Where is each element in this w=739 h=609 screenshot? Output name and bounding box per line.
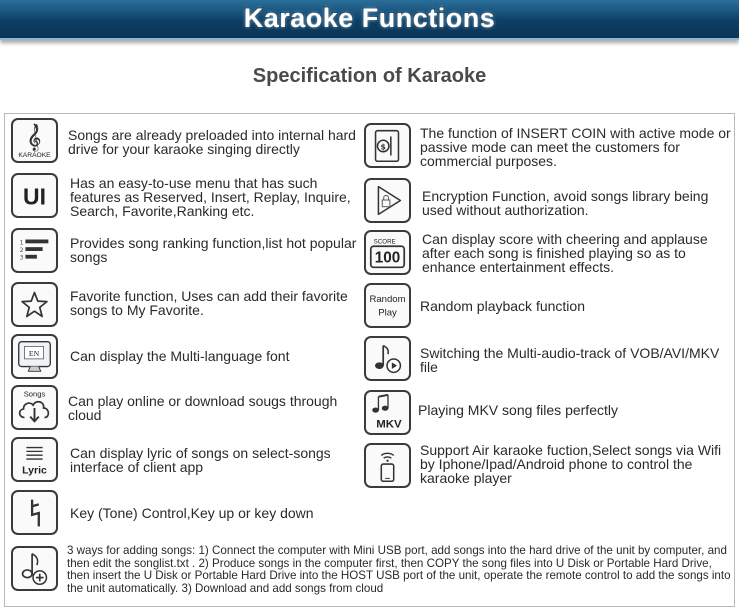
svg-text:Play: Play [378, 307, 397, 319]
svg-text:EN: EN [28, 349, 40, 359]
title-banner [0, 0, 739, 40]
svg-text:2: 2 [19, 247, 24, 254]
svg-text:Random: Random [369, 294, 406, 306]
feature-insert-coin: The function of INSERT COIN with active mode or passive mode can meet the customers for commercial purposes. [420, 125, 731, 169]
encryption-icon [364, 178, 411, 223]
svg-text:KARAOKE: KARAOKE [18, 152, 51, 160]
feature-multi-audio: Switching the Multi-audio-track of VOB/AVI/MKV file [420, 345, 720, 375]
insert-coin-icon [364, 123, 411, 168]
feature-adding-songs: 3 ways for adding songs: 1) Connect the computer with Mini USB port, add songs into the hard drive of the unit by computer, and then edit the songlist.txt . 2) Produce songs in the computer first, then COPY the song files into U Disk or Portable Hard Drive, then insert the U Disk or Portable Hard Drive into the HOST USB port of the unit, operate the remote control to add the songs into the unit automatically. 3) Download and add songs from cloud [67, 544, 731, 595]
svg-text:SCORE: SCORE [373, 238, 396, 246]
ui-icon [11, 173, 58, 218]
section-subtitle: Specification of Karaoke [252, 65, 487, 87]
feature-preloaded-songs: Songs are already preloaded into internal hard drive for your karaoke singing directly [68, 127, 356, 157]
lyric-icon [11, 437, 58, 482]
svg-text:1: 1 [19, 240, 24, 247]
multi-audio-icon [364, 336, 411, 381]
page-title: Karaoke Functions [243, 3, 496, 33]
ranking-list-icon [11, 228, 58, 273]
key-tone-icon [11, 490, 58, 535]
feature-ranking: Provides song ranking function,list hot popular songs [70, 235, 357, 265]
feature-favorite: Favorite function, Uses can add their favorite songs to My Favorite. [70, 288, 348, 318]
random-play-icon [364, 283, 411, 328]
svg-text:MKV: MKV [376, 418, 402, 431]
feature-score: Can display score with cheering and applause after each song is finished playing so as to enhance entertainment effects. [422, 231, 708, 275]
add-songs-icon [11, 546, 58, 591]
feature-cloud: Can play online or download sougs through cloud [68, 393, 338, 423]
feature-lyric: Can display lyric of songs on select-songs interface of client app [70, 445, 331, 475]
feature-air-karaoke: Support Air karaoke fuction,Select songs via Wifi by Iphone/Ipad/Android phone to control the karaoke player [420, 442, 722, 486]
feature-multi-language: Can display the Multi-language font [70, 348, 290, 364]
svg-text:𝄞: 𝄞 [27, 124, 42, 151]
language-monitor-icon [11, 334, 58, 379]
svg-text:Songs: Songs [23, 389, 46, 399]
svg-text:3: 3 [19, 255, 24, 262]
score-icon [364, 230, 411, 275]
feature-mkv: Playing MKV song files perfectly [418, 402, 618, 418]
svg-text:UI: UI [23, 183, 46, 210]
wifi-phone-icon [364, 443, 411, 488]
svg-text:$: $ [380, 142, 386, 152]
svg-text:Lyric: Lyric [22, 464, 47, 477]
svg-text:100: 100 [374, 249, 401, 267]
mkv-icon [364, 390, 411, 435]
feature-encryption: Encryption Function, avoid songs library being used without authorization. [422, 188, 709, 218]
feature-easy-menu: Has an easy-to-use menu that has such features as Reserved, Insert, Replay, Inquire, Search, Favorite,Ranking etc. [70, 175, 351, 219]
feature-key-control: Key (Tone) Control,Key up or key down [70, 505, 314, 521]
karaoke-clef-icon [11, 118, 58, 163]
cloud-download-icon [11, 385, 58, 430]
feature-random-playback: Random playback function [420, 298, 585, 314]
star-icon [11, 282, 58, 327]
